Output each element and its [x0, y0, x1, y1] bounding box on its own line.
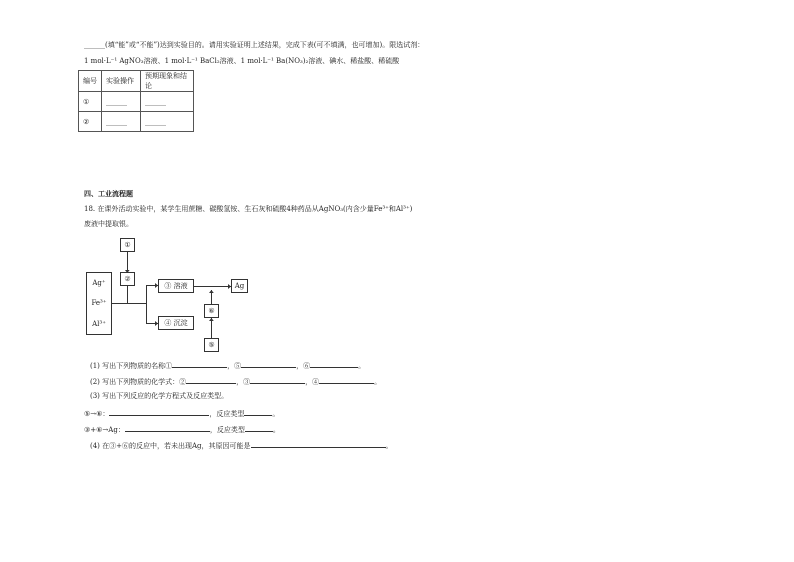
table-cell: ______ — [141, 112, 194, 132]
flow-box-3-solution: ③ 溶液 — [158, 279, 194, 293]
intro-line-2: 1 mol·L⁻¹ AgNO₃溶液、1 mol·L⁻¹ BaCl₂溶液、1 mol·L⁻¹ Ba(NO₃)₂溶液、碘水、稀盐酸、稀硫酸 — [84, 57, 400, 65]
ion-label: Fe³⁺ — [91, 299, 107, 308]
answer-blank — [241, 360, 296, 368]
table-cell: ______ — [102, 112, 141, 132]
answer-blank — [109, 408, 209, 416]
flow-box-1: ① — [120, 238, 135, 252]
answer-blank — [186, 376, 236, 384]
arrow-head-icon — [209, 290, 214, 293]
question-3a: ⑤→⑥： ，反应类型 。 — [84, 410, 280, 418]
question-3b: ③+⑥→Ag： ，反应类型 。 — [84, 426, 280, 434]
intro-line-1: ______(填“能”或“不能”)达到实验目的。请用实验证明上述结果，完成下表(可不填满，也可增加)。限选试剂： — [84, 41, 425, 49]
arrow-head-icon — [155, 321, 158, 326]
answer-blank — [125, 424, 210, 432]
table-header-cell: 实验操作 — [102, 71, 141, 92]
table-cell: ______ — [141, 92, 194, 112]
table-header-cell: 预期现象和结论 — [141, 71, 194, 92]
question-3: (3) 写出下列反应的化学方程式及反应类型。 — [90, 392, 229, 400]
answer-blank — [172, 360, 227, 368]
flow-box-2: ② — [120, 272, 135, 286]
answer-blank — [244, 408, 272, 416]
table-cell: ______ — [102, 92, 141, 112]
answer-blank — [310, 360, 358, 368]
ion-label: Ag⁺ — [92, 279, 106, 288]
question-2: (2) 写出下列物质的化学式：② ，③ ，④ 。 — [90, 378, 382, 386]
flow-box-6: ⑥ — [204, 304, 219, 318]
question-18-line-1: 18. 在课外活动实验中，某学生用蔗糖、碳酸氢铵、生石灰和硫酸4种药品从AgNO₃(内含少量Fe³⁺和Al³⁺) — [84, 205, 413, 213]
arrow-head-icon — [155, 283, 158, 288]
table-cell: ② — [79, 112, 102, 132]
arrow-head-icon — [125, 270, 130, 273]
table-cell: ① — [79, 92, 102, 112]
arrow-head-icon — [228, 284, 231, 289]
flow-box-4-precipitate: ④ 沉淀 — [158, 316, 194, 330]
flow-box-product: Ag — [231, 279, 248, 293]
table-header-cell: 编号 — [79, 71, 102, 92]
ion-label: Al³⁺ — [92, 319, 106, 328]
answer-blank: ______ — [84, 41, 105, 49]
answer-blank — [250, 376, 305, 384]
flow-box-5: ⑤ — [204, 338, 219, 352]
question-4: (4) 在③+⑥的反应中，若未出现Ag，其原因可能是 。 — [90, 442, 393, 450]
arrow-head-icon — [209, 318, 214, 321]
answer-blank — [245, 424, 273, 432]
section-title: 四、工业流程题 — [84, 189, 133, 198]
answer-blank — [251, 440, 386, 448]
question-18-line-2: 废液中提取银。 — [84, 220, 133, 228]
answer-blank — [319, 376, 374, 384]
question-1: (1) 写出下列物质的名称① ，⑤ ，⑥ 。 — [90, 362, 366, 370]
